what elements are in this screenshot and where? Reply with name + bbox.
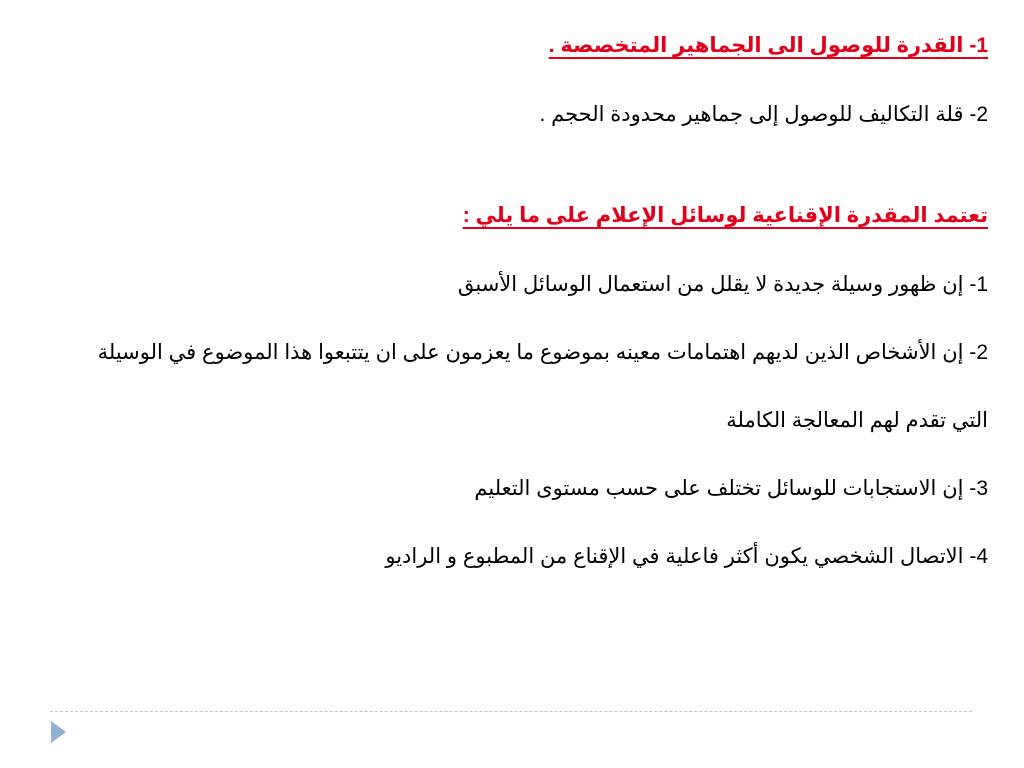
triangle-right-icon[interactable] <box>51 721 66 743</box>
point-interested-persons-continued: التي تقدم لهم المعالجة الكاملة <box>726 409 988 432</box>
point-new-medium: 1- إن ظهور وسيلة جديدة لا يقلل من استعمال الوسائل الأسبق <box>457 273 988 296</box>
heading-audience-reach: 1- القدرة للوصول الى الجماهير المتخصصة . <box>548 34 988 57</box>
heading-persuasion-factors: تعتمد المقدرة الإقناعية لوسائل الإعلام على ما يلي : <box>462 204 988 227</box>
footer-divider <box>50 711 972 712</box>
point-personal-communication: 4- الاتصال الشخصي يكون أكثر فاعلية في الإقناع من المطبوع و الراديو <box>385 545 988 568</box>
point-interested-persons: 2- إن الأشخاص الذين لديهم اهتمامات معينه بموضوع ما يعزمون على ان يتتبعوا هذا الموضوع في الوسيلة <box>97 341 988 364</box>
point-low-cost: 2- قلة التكاليف للوصول إلى جماهير محدودة الحجم . <box>539 103 988 126</box>
point-education-level: 3- إن الاستجابات للوسائل تختلف على حسب مستوى التعليم <box>474 477 988 500</box>
